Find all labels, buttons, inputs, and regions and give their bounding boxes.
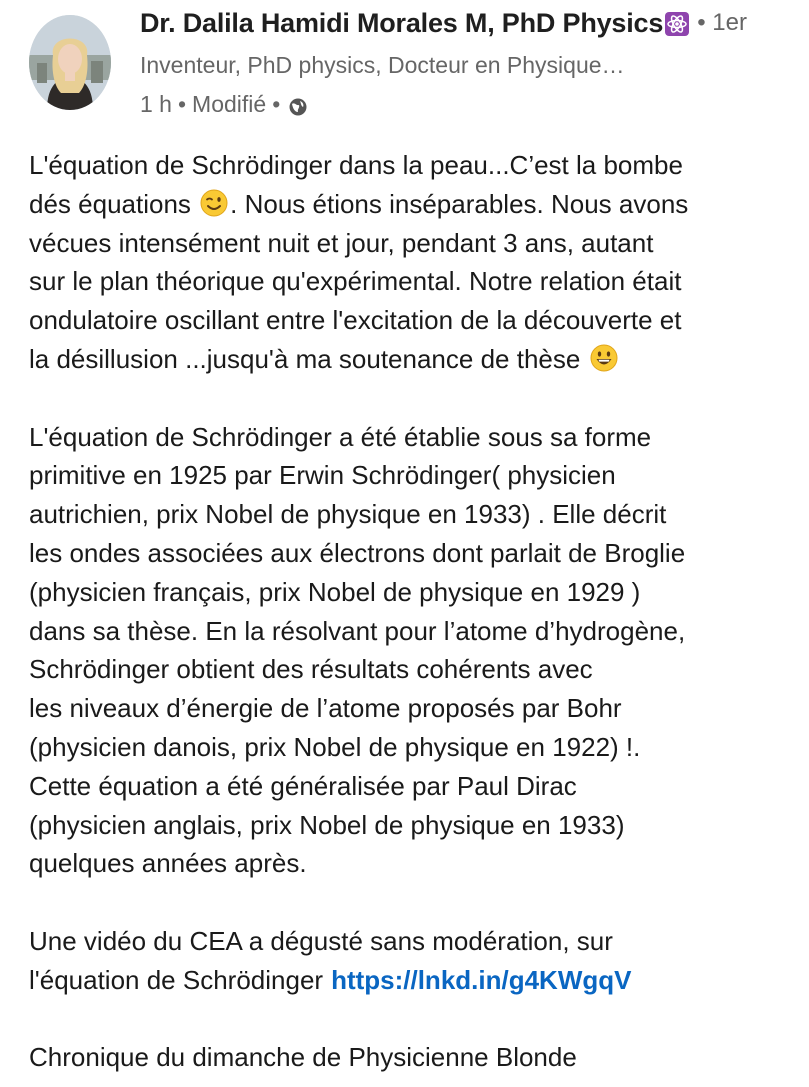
post-link[interactable]: https://lnkd.in/g4KWgqV: [331, 964, 632, 995]
connection-degree: • 1er: [697, 9, 747, 36]
post-line: L'équation de Schrödinger a été établie sous sa forme: [29, 421, 652, 452]
post-line: (physicien français, prix Nobel de physique en 1929 ): [29, 576, 641, 607]
post-line: Schrödinger obtient des résultats cohérents avec: [29, 654, 593, 685]
post-line: les niveaux d’énergie de l’atome proposés par Bohr: [29, 693, 622, 724]
post-header: [0, 0, 809, 125]
post-text: la désillusion ...jusqu'à ma soutenance de thèse: [29, 343, 581, 374]
meta-separator: •: [272, 90, 281, 117]
post-line: (physicien anglais, prix Nobel de physique en 1933): [29, 809, 625, 840]
post-line: les ondes associées aux électrons dont parlait de Broglie: [29, 537, 686, 568]
post-text: l'équation de Schrödinger: [29, 964, 324, 995]
author-row: [140, 6, 809, 40]
paragraph-spacer: [29, 883, 804, 922]
post-line: [29, 961, 804, 1000]
post-paragraph-4: [29, 1038, 804, 1077]
paragraph-spacer: [29, 379, 804, 418]
post-line: quelques années après.: [29, 848, 307, 879]
globe-icon: [288, 96, 308, 116]
post-body: [29, 146, 804, 1077]
post-line: L'équation de Schrödinger dans la peau...C’est la bombe: [29, 150, 683, 180]
meta-separator: •: [177, 90, 187, 117]
paragraph-spacer: [29, 1000, 804, 1039]
winking-face-emoji: [199, 188, 229, 218]
atom-icon: [665, 12, 689, 36]
post-line: Une vidéo du CEA a dégusté sans modération, sur: [29, 925, 613, 956]
grinning-face-emoji: [589, 343, 619, 373]
post-line: [29, 185, 804, 224]
post-line: primitive en 1925 par Erwin Schrödinger( physicien: [29, 460, 616, 491]
author-block: [140, 6, 809, 118]
post-paragraph-2: [29, 418, 804, 884]
author-headline: Inventeur, PhD physics, Docteur en Physique…: [140, 52, 625, 78]
post-text: dés équations: [29, 188, 191, 219]
post-text: . Nous étions inséparables. Nous avons: [230, 188, 689, 219]
author-avatar[interactable]: [29, 15, 111, 110]
post-line: ondulatoire oscillant entre l'excitation de la découverte et: [29, 305, 682, 336]
author-name[interactable]: Dr. Dalila Hamidi Morales M, PhD Physics: [140, 7, 664, 38]
edited-label: Modifié: [192, 90, 267, 117]
post-line: dans sa thèse. En la résolvant pour l’atome d’hydrogène,: [29, 615, 686, 646]
post-line: Cette équation a été généralisée par Paul Dirac: [29, 770, 577, 801]
post-line: Chronique du dimanche de Physicienne Blonde: [29, 1042, 577, 1073]
post-time: 1 h: [140, 90, 172, 117]
post-line: autrichien, prix Nobel de physique en 1933) . Elle décrit: [29, 499, 667, 530]
post-line: [29, 340, 804, 379]
post-line: sur le plan théorique qu'expérimental. Notre relation était: [29, 266, 682, 297]
post-meta: [140, 90, 809, 118]
post-paragraph-1: [29, 146, 804, 379]
post-paragraph-3: [29, 922, 804, 1000]
post-line: vécues intensément nuit et jour, pendant 3 ans, autant: [29, 227, 654, 258]
post-line: (physicien danois, prix Nobel de physique en 1922) !.: [29, 731, 641, 762]
